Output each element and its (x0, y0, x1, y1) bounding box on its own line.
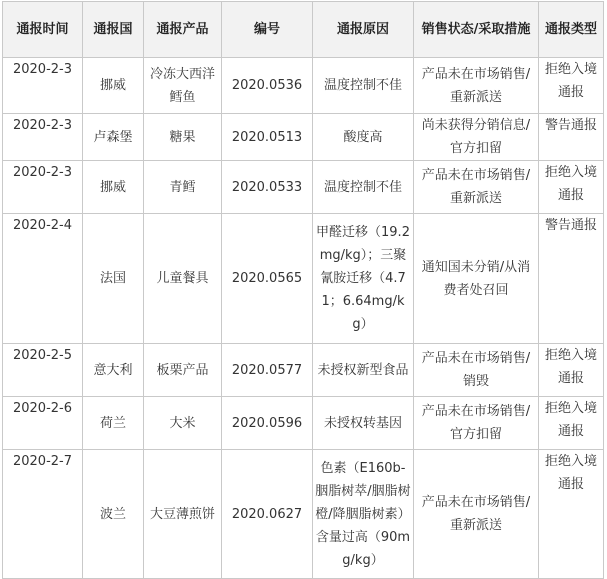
cell-product: 青鳕 (144, 161, 222, 214)
cell-measure: 产品未在市场销售/重新派送 (414, 450, 539, 579)
cell-country: 法国 (83, 214, 144, 344)
cell-country: 卢森堡 (83, 114, 144, 161)
header-reason: 通报原因 (313, 2, 414, 58)
cell-type: 拒绝入境通报 (539, 397, 604, 450)
cell-product: 板栗产品 (144, 344, 222, 397)
cell-reason: 酸度高 (313, 114, 414, 161)
cell-date: 2020-2-3 (3, 58, 83, 114)
header-measure: 销售状态/采取措施 (414, 2, 539, 58)
cell-type: 拒绝入境通报 (539, 161, 604, 214)
cell-reason: 温度控制不佳 (313, 58, 414, 114)
cell-country: 挪威 (83, 161, 144, 214)
cell-reason: 未授权转基因 (313, 397, 414, 450)
cell-number: 2020.0627 (222, 450, 313, 579)
cell-product: 大米 (144, 397, 222, 450)
cell-measure: 通知国未分销/从消费者处召回 (414, 214, 539, 344)
cell-date: 2020-2-6 (3, 397, 83, 450)
table-row (3, 397, 604, 450)
cell-measure: 产品未在市场销售/重新派送 (414, 58, 539, 114)
cell-country: 荷兰 (83, 397, 144, 450)
cell-product: 糖果 (144, 114, 222, 161)
cell-type: 警告通报 (539, 214, 604, 344)
cell-number: 2020.0596 (222, 397, 313, 450)
cell-measure: 产品未在市场销售/官方扣留 (414, 397, 539, 450)
table-row (3, 58, 604, 114)
cell-number: 2020.0533 (222, 161, 313, 214)
cell-product: 儿童餐具 (144, 214, 222, 344)
cell-product: 大豆薄煎饼 (144, 450, 222, 579)
cell-number: 2020.0565 (222, 214, 313, 344)
cell-type: 拒绝入境通报 (539, 58, 604, 114)
cell-date: 2020-2-3 (3, 161, 83, 214)
cell-number: 2020.0513 (222, 114, 313, 161)
cell-measure: 尚未获得分销信息/官方扣留 (414, 114, 539, 161)
cell-reason: 甲醛迁移（19.2mg/kg）；三聚氰胺迁移（4.71；6.64mg/kg） (313, 214, 414, 344)
cell-measure: 产品未在市场销售/销毁 (414, 344, 539, 397)
header-number: 编号 (222, 2, 313, 58)
header-date: 通报时间 (3, 2, 83, 58)
header-country: 通报国 (83, 2, 144, 58)
cell-number: 2020.0536 (222, 58, 313, 114)
cell-date: 2020-2-3 (3, 114, 83, 161)
cell-type: 拒绝入境通报 (539, 344, 604, 397)
cell-reason: 温度控制不佳 (313, 161, 414, 214)
table-row (3, 344, 604, 397)
cell-date: 2020-2-4 (3, 214, 83, 344)
header-type: 通报类型 (539, 2, 604, 58)
table-row (3, 114, 604, 161)
notification-table (2, 1, 604, 579)
cell-reason: 色素（E160b-胭脂树萃/胭脂树橙/降胭脂树素）含量过高（90mg/kg） (313, 450, 414, 579)
cell-type: 拒绝入境通报 (539, 450, 604, 579)
cell-number: 2020.0577 (222, 344, 313, 397)
cell-country: 意大利 (83, 344, 144, 397)
table-row (3, 161, 604, 214)
cell-type: 警告通报 (539, 114, 604, 161)
cell-date: 2020-2-5 (3, 344, 83, 397)
cell-date: 2020-2-7 (3, 450, 83, 579)
cell-measure: 产品未在市场销售/重新派送 (414, 161, 539, 214)
cell-country: 波兰 (83, 450, 144, 579)
cell-country: 挪威 (83, 58, 144, 114)
header-product: 通报产品 (144, 2, 222, 58)
table-row (3, 214, 604, 344)
cell-product: 冷冻大西洋鳕鱼 (144, 58, 222, 114)
cell-reason: 未授权新型食品 (313, 344, 414, 397)
table-row (3, 450, 604, 579)
header-row (3, 2, 604, 58)
